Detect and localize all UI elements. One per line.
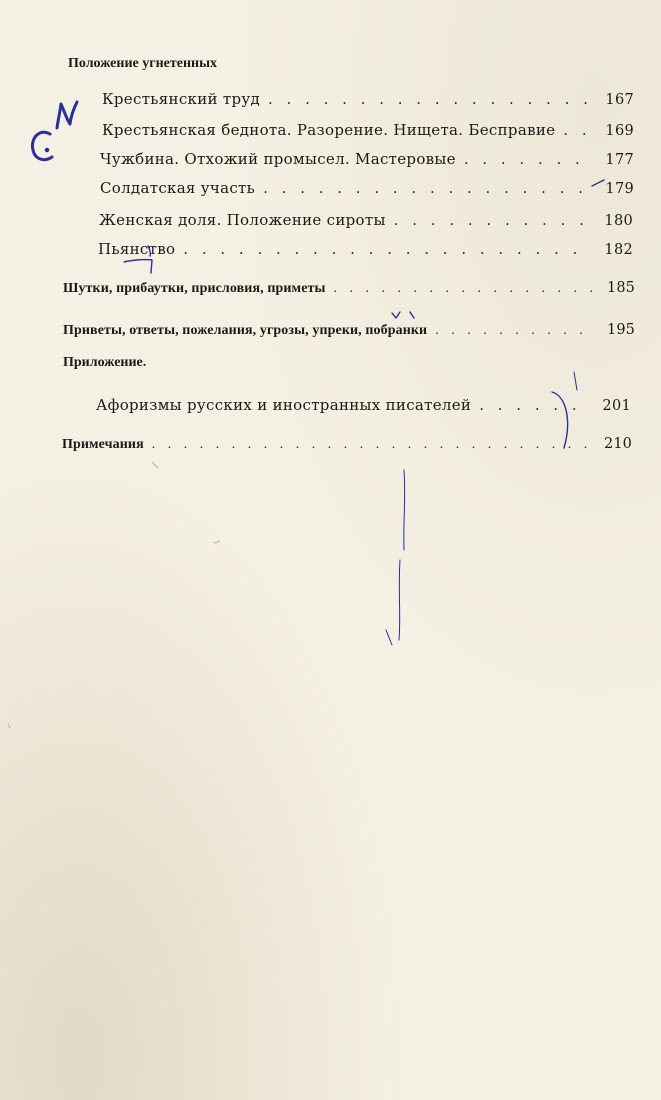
appendix-heading: Приложение. [63, 355, 147, 370]
page-number: 169 [605, 123, 634, 139]
toc-entry [100, 179, 634, 197]
entry-title: Приветы, ответы, пожелания, угрозы, упреки, побранки [63, 323, 428, 338]
dot-leader [464, 150, 592, 168]
dot-leader [479, 396, 589, 414]
page-number: 201 [602, 398, 631, 414]
entry-title: Афоризмы русских и иностранных писателей [96, 396, 472, 414]
page-number: 177 [605, 152, 634, 168]
toc-entry [102, 90, 634, 108]
entry-title: Пьянство [98, 240, 176, 258]
entry-title: Женская доля. Положение сироты [99, 211, 386, 229]
page-number: 167 [605, 92, 634, 108]
entry-title: Шутки, прибаутки, присловия, приметы [63, 281, 326, 296]
toc-entry [98, 240, 633, 258]
toc-entry [99, 211, 633, 229]
dot-leader [334, 281, 593, 297]
toc-entry [102, 121, 634, 139]
toc-entry [62, 436, 632, 453]
entry-title: Крестьянская беднота. Разорение. Нищета. Бесправие [102, 121, 556, 139]
entry-title: Солдатская участь [100, 179, 256, 197]
entry-title: Чужбина. Отхожий промысел. Мастеровые [100, 150, 456, 168]
page-number: 179 [605, 181, 634, 197]
dot-leader [394, 211, 591, 229]
toc-entry [96, 396, 631, 414]
dot-leader [563, 121, 592, 139]
page-number: 210 [604, 436, 632, 452]
toc-entry [63, 322, 635, 339]
section-heading: Положение угнетенных [68, 56, 218, 71]
page-number: 182 [604, 242, 633, 258]
page-number: 185 [607, 280, 635, 296]
page-number: 195 [607, 322, 635, 338]
page-number: 180 [604, 213, 633, 229]
entry-title: Крестьянский труд [102, 90, 261, 108]
toc-entry [63, 280, 635, 297]
dot-leader [268, 90, 592, 108]
dot-leader [435, 323, 593, 339]
dot-leader [263, 179, 592, 197]
dot-leader [152, 437, 590, 453]
dot-leader [183, 240, 591, 258]
toc-entry [100, 150, 634, 168]
entry-title: Примечания [62, 437, 144, 452]
